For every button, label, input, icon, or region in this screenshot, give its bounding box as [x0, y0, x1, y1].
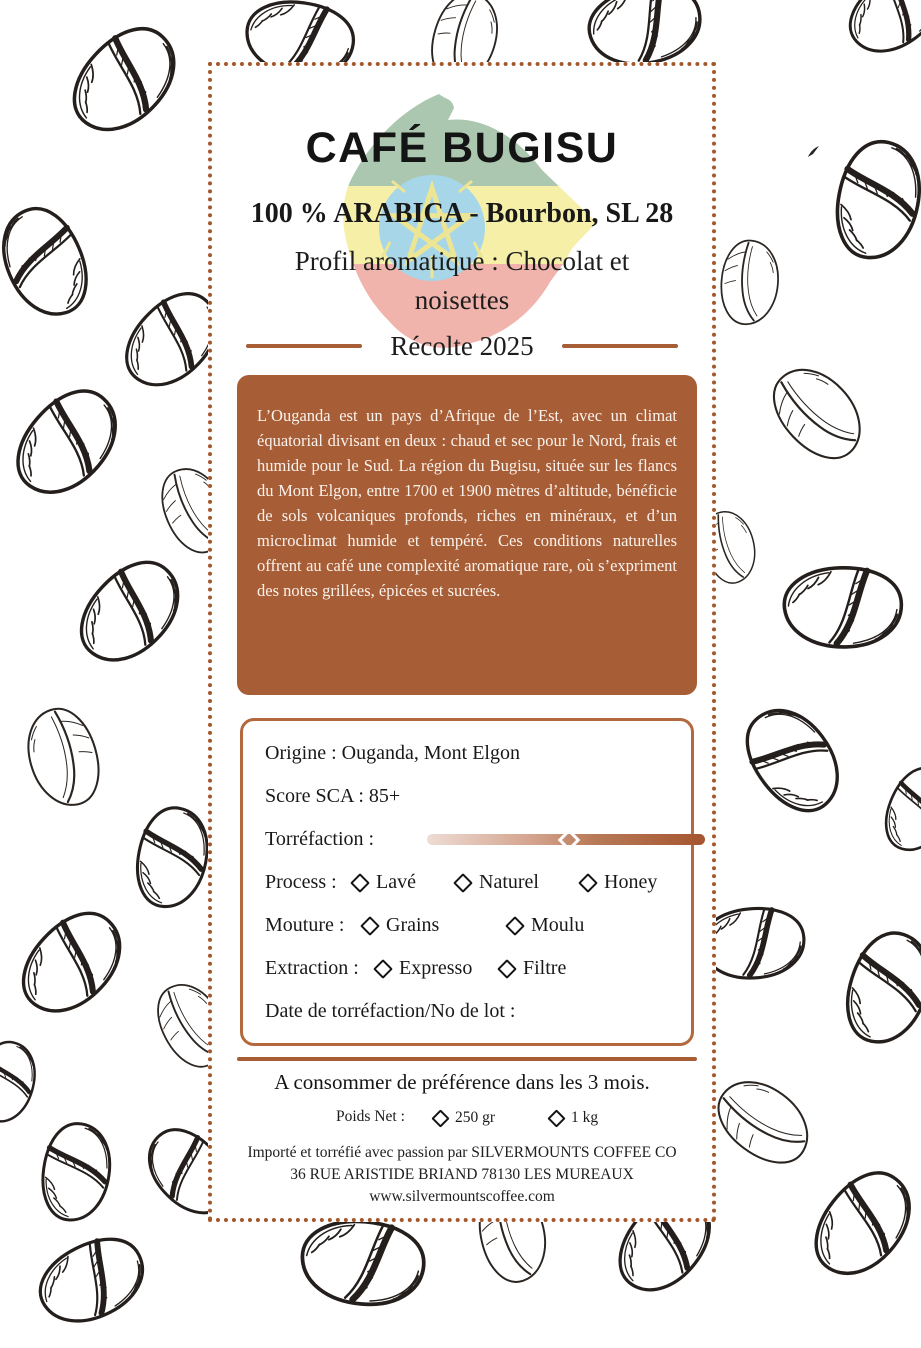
coffee-bean-illustration — [32, 1116, 121, 1229]
origin-description-box — [237, 375, 697, 695]
net-weight-row — [212, 1106, 712, 1130]
roast-level-bar — [427, 834, 705, 845]
diamond-checkbox-icon — [360, 916, 380, 936]
grind-option-moulu — [508, 904, 584, 947]
extraction-option-label: Expresso — [399, 957, 473, 979]
stray-ink-mark — [806, 145, 822, 159]
diamond-checkbox-icon — [350, 873, 370, 893]
score-value: Score SCA : 85+ — [265, 785, 401, 807]
shelf-life-note: A consommer de préférence dans les 3 mois. — [274, 1070, 650, 1094]
diamond-checkbox-icon — [505, 916, 525, 936]
extraction-option-expresso — [376, 947, 472, 990]
grind-option-grains — [363, 904, 439, 947]
grind-label: Mouture : — [265, 914, 345, 936]
roast-marker-icon — [557, 828, 580, 851]
weight-option-1kg — [550, 1106, 598, 1130]
net-weight-label: Poids Net : — [336, 1108, 405, 1125]
batch-row — [265, 990, 691, 1033]
roast-row — [265, 818, 691, 861]
weight-option-label: 250 gr — [455, 1109, 496, 1126]
diamond-checkbox-icon — [373, 959, 393, 979]
importer-line: Importé et torréfié avec passion par SILVERMOUNTS COFFEE CO — [247, 1144, 677, 1161]
extraction-row — [265, 947, 691, 990]
grind-row — [265, 904, 691, 947]
diamond-checkbox-icon — [547, 1109, 565, 1127]
extraction-option-filtre — [500, 947, 566, 990]
page-title: CAFÉ BUGISU — [305, 124, 619, 172]
weight-option-label: 1 kg — [571, 1109, 599, 1126]
variety-subtitle: 100 % ARABICA - Bourbon, SL 28 — [250, 198, 674, 229]
coffee-bean-illustration — [0, 364, 143, 520]
batch-label: Date de torréfaction/No de lot : — [265, 1000, 516, 1022]
extraction-option-label: Filtre — [523, 957, 567, 979]
roast-label: Torréfaction : — [265, 828, 375, 850]
coffee-bean-illustration — [9, 694, 116, 821]
coffee-bean-illustration — [869, 754, 921, 865]
website-line: www.silvermountscoffee.com — [369, 1188, 555, 1205]
product-details-box — [240, 718, 694, 1046]
harvest-divider-right — [562, 344, 678, 348]
footer-divider — [237, 1057, 697, 1061]
coffee-bean-illustration — [720, 685, 866, 835]
extraction-label: Extraction : — [265, 957, 359, 979]
grind-option-label: Grains — [386, 914, 440, 936]
coffee-bean-illustration — [713, 234, 788, 331]
coffee-bean-illustration — [790, 1148, 921, 1301]
process-label: Process : — [265, 871, 337, 893]
origin-row — [265, 732, 691, 775]
coffee-bean-illustration — [124, 798, 220, 917]
weight-option-250gr — [434, 1106, 495, 1130]
aroma-profile — [248, 242, 676, 320]
coffee-bean-illustration — [0, 190, 108, 334]
process-option-label: Lavé — [376, 871, 416, 893]
process-row — [265, 861, 691, 904]
harvest-divider-left — [246, 344, 362, 348]
diamond-checkbox-icon — [578, 873, 598, 893]
coffee-bean-illustration — [0, 887, 146, 1040]
harvest-row — [212, 328, 712, 364]
diamond-checkbox-icon — [497, 959, 517, 979]
coffee-bean-illustration — [295, 1210, 431, 1315]
coffee-bean-illustration — [696, 1057, 832, 1187]
process-option-lave — [353, 861, 416, 904]
coffee-bean-illustration — [829, 0, 921, 77]
diamond-checkbox-icon — [431, 1109, 449, 1127]
coffee-bean-illustration — [749, 344, 888, 483]
grind-option-label: Moulu — [531, 914, 585, 936]
coffee-bean-illustration — [19, 1213, 164, 1348]
address-line: 36 RUE ARISTIDE BRIAND 78130 LES MUREAUX — [290, 1166, 634, 1183]
harvest-year: Récolte 2025 — [390, 330, 534, 361]
score-row — [265, 775, 691, 818]
process-option-label: Honey — [604, 871, 658, 893]
process-option-naturel — [456, 861, 539, 904]
process-option-label: Naturel — [479, 871, 539, 893]
origin-description-text: L’Ouganda est un pays d’Afrique de l’Est, avec un climat équatorial divisant en deux : chaud et sec pour le Nord, frais et humide pour le Sud. La région du Bugisu, située sur les flancs du Mont Elgon, entre 1700 et 1900 mètres d’altitude, bénéficie de sols volcaniques profonds, riches en minéraux, et d’un microclimat humide et tempéré. Ces conditions naturelles offrent au café une complexité aromatique rare, où s’expriment des notes grillées, épicées et sucrées. — [257, 406, 677, 600]
coffee-bean-illustration — [776, 555, 910, 660]
diamond-checkbox-icon — [453, 873, 473, 893]
aroma-profile-text: Profil aromatique : Chocolat et noisettes — [294, 246, 630, 315]
coffee-bean-illustration — [0, 1033, 46, 1131]
coffee-bean-illustration — [48, 1, 202, 159]
process-option-honey — [581, 861, 657, 904]
origin-value: Origine : Ouganda, Mont Elgon — [265, 742, 520, 764]
coffee-bean-illustration — [828, 917, 921, 1059]
coffee-bean-illustration — [822, 130, 921, 270]
coffee-label — [208, 62, 716, 1222]
